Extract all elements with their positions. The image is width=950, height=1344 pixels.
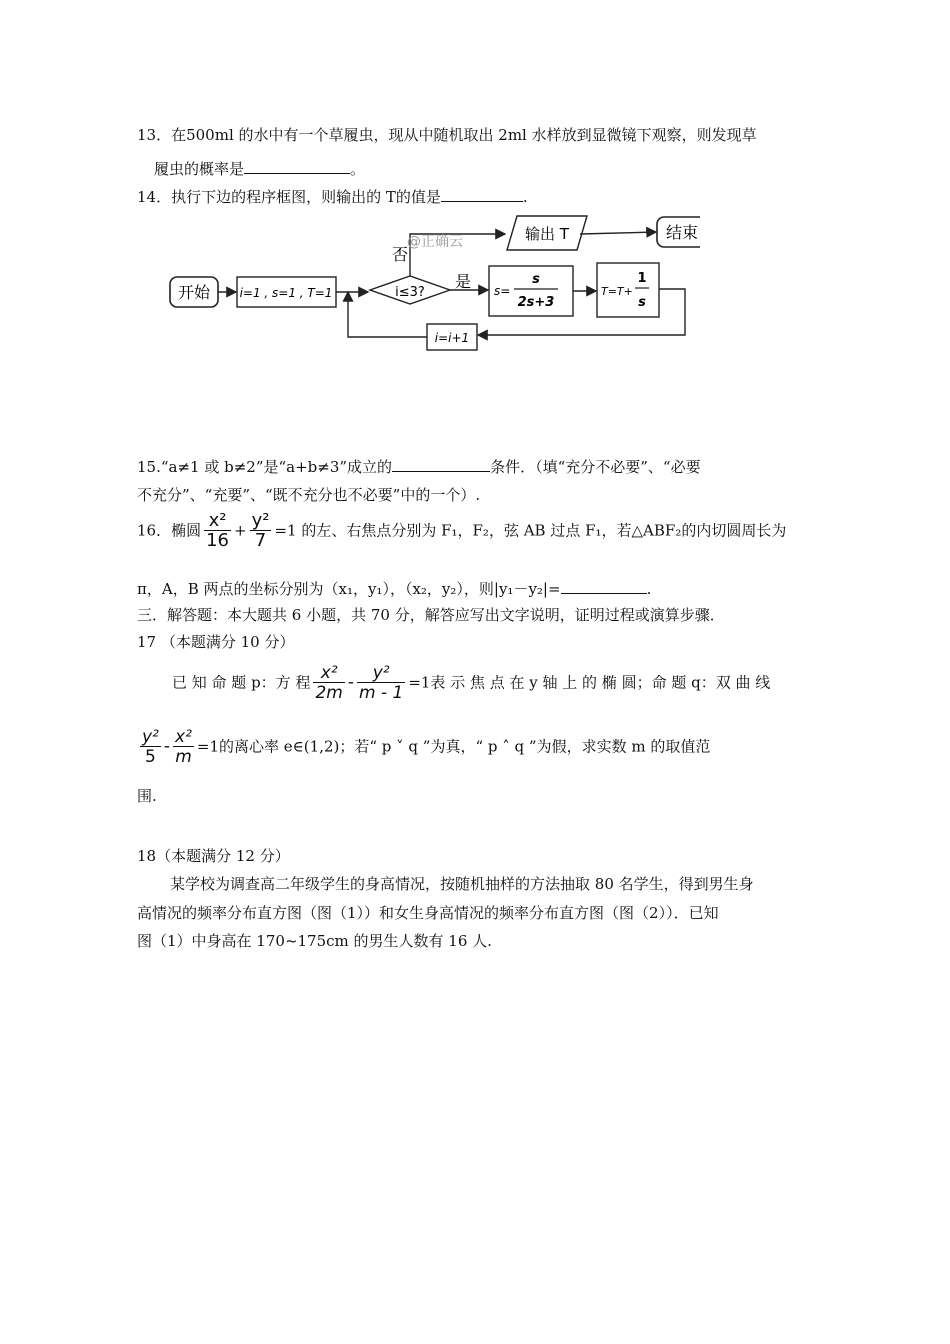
q16-line1	[137, 512, 786, 551]
q16-fraction-x: $\frac{\text{x²}}{16}$	[206, 510, 229, 551]
q17-minus-1: -	[347, 672, 354, 693]
q13-answer-blank[interactable]	[244, 157, 350, 174]
flow-watermark: @正确云	[407, 234, 463, 250]
flow-start-text: 开始	[177, 283, 211, 302]
q18-line1	[170, 874, 754, 894]
q14-text: 14．执行下边的程序框图，则输出的 T的值是	[137, 188, 441, 206]
q14-end: .	[522, 188, 528, 206]
q17-line2	[137, 728, 710, 767]
q17-l2-post: =1的离心率 e∈(1,2)；若“ p ˅ q ”为真，“ p ˄ q ”为假，求实数 m 的取值范	[196, 737, 711, 756]
q17-line3	[137, 786, 157, 806]
q18-title	[137, 846, 290, 866]
q13-line1	[137, 125, 757, 145]
section3-text: 三．解答题：本大题共 6 小题，共 70 分，解答应写出文字说明，证明过程或演算步骤．	[137, 606, 725, 624]
q18-l1: 某学校为调查高二年级学生的身高情况，按随机抽样的方法抽取 80 名学生，得到男生身	[170, 875, 754, 893]
q16-text-2: π，A，B 两点的坐标分别为（x₁，y₁），（x₂，y₂），则|y₁－y₂|=	[137, 580, 561, 598]
q18-title-text: 18（本题满分 12 分）	[137, 847, 290, 865]
flow-yes-label: 是	[455, 272, 472, 291]
flow-inc-text: i=i+1	[434, 331, 470, 345]
q18-line3	[137, 931, 492, 951]
q17-title-text: 17 （本题满分 10 分）	[137, 633, 295, 651]
q16-end: .	[646, 580, 652, 598]
q14-flowchart	[160, 205, 700, 355]
flow-s-num: s	[532, 272, 540, 287]
flow-output-text: 输出 T	[525, 225, 569, 243]
q14-answer-blank[interactable]	[441, 185, 523, 202]
flow-t-lhs: T=T+	[601, 285, 633, 298]
q17-fraction-2: $\frac{\text{y²}}{m - 1}$	[358, 663, 404, 703]
q15-line1	[137, 455, 701, 477]
q18-line2	[137, 903, 719, 923]
q17-minus-2: -	[163, 736, 171, 757]
q16-line2	[137, 577, 651, 599]
flow-s-den: 2s+3	[517, 295, 555, 310]
q13-number: 13．	[137, 126, 172, 144]
q13-text2: 履虫的概率是	[154, 160, 245, 178]
q15-text-b: 条件．（填“充分不必要”、“必要	[490, 458, 701, 476]
q14-line	[137, 185, 528, 207]
q17-fraction-1: $\frac{\text{x²}}{2m}$	[315, 663, 343, 703]
q13-end: 。	[350, 160, 366, 178]
q17-l3: 围.	[137, 787, 157, 805]
q13-text: 在500ml 的水中有一个草履虫，现从中随机取出 2ml 水样放到显微镜下观察，则发现草	[171, 126, 757, 144]
q13-line2	[154, 157, 365, 179]
q15-text-a: 15.“a≠1 或 b≠2”是“a+b≠3”成立的	[137, 458, 393, 476]
q15-line2	[137, 485, 480, 505]
q15-answer-blank[interactable]	[392, 455, 490, 472]
q17-l1-post: =1表 示 焦 点 在 y 轴 上 的 椭 圆；命 题 q：双 曲 线	[408, 673, 771, 692]
q15-text-2: 不充分”、“充要”、“既不充分也不必要”中的一个）.	[137, 486, 481, 504]
flow-no-label: 否	[392, 245, 409, 264]
section3-heading	[137, 605, 725, 625]
q16-answer-blank[interactable]	[561, 577, 647, 594]
q17-fraction-4: $\frac{\text{x²}}{m}$	[175, 727, 192, 767]
q16-pre: 16．椭圆	[137, 521, 202, 540]
q17-title	[137, 632, 294, 652]
q16-fraction-y: $\frac{\text{y²}}{7}$	[251, 510, 270, 551]
q16-plus: +	[234, 521, 247, 540]
flow-decision-text: i≤3?	[395, 285, 425, 300]
flow-t-num: 1	[637, 271, 647, 286]
q17-line1	[172, 664, 770, 703]
flow-s-lhs: s=	[494, 284, 511, 298]
flow-init-text: i=1 , s=1 , T=1	[239, 286, 333, 300]
flow-end-text: 结束	[665, 223, 699, 242]
flow-t-den: s	[638, 295, 646, 310]
q18-l3: 图（1）中身高在 170~175cm 的男生人数有 16 人.	[137, 932, 492, 950]
q17-fraction-3: $\frac{\text{y²}}{5}$	[142, 727, 159, 767]
q17-l1-pre: 已 知 命 题 p：方 程	[172, 673, 311, 692]
q16-post: =1 的左、右焦点分别为 F₁，F₂，弦 AB 过点 F₁，若△ABF₂的内切圆周长为	[274, 521, 787, 540]
q18-l2: 高情况的频率分布直方图（图（1））和女生身高情况的频率分布直方图（图（2））．已知	[137, 904, 719, 922]
